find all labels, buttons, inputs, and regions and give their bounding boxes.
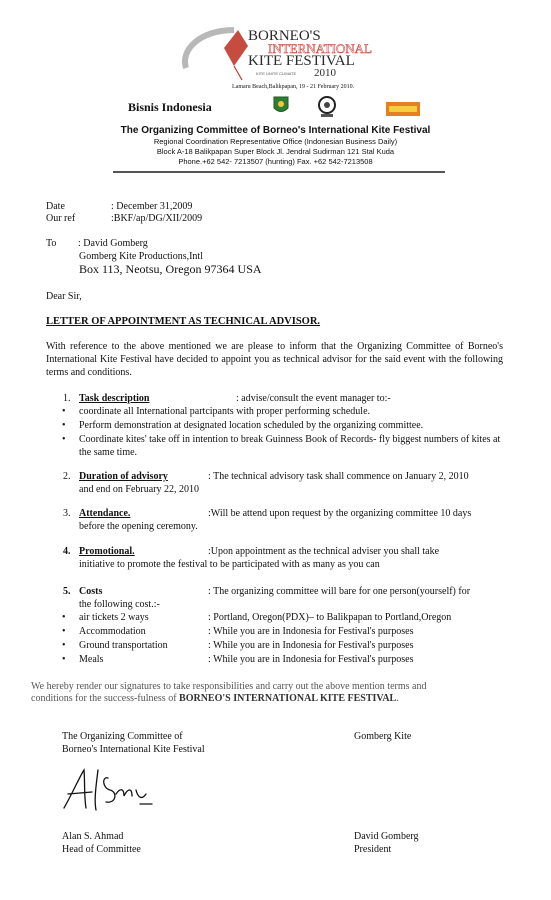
address-line2: Block A-18 Balikpapan Super Block Jl. Jendral Sudirman 121 Stal Kuda	[156, 147, 395, 156]
term3-title: Attendance.	[79, 508, 131, 519]
right-title: President	[354, 844, 392, 855]
cost-item: air tickets 2 ways	[79, 612, 149, 623]
term1-text: : advise/consult the event manager to:-	[236, 393, 391, 404]
term4-text2: initiative to promote the festival to be participated with as many as you can	[79, 559, 380, 570]
closing-line2	[31, 692, 399, 705]
left-org2: Borneo's International Kite Festival	[62, 744, 205, 755]
address-line1: Regional Coordination Representative Office (Indonesian Business Daily)	[153, 137, 398, 146]
to-label: To	[46, 238, 57, 249]
regional-emblem-icon	[273, 96, 289, 116]
term3-number: 3.	[63, 508, 71, 519]
kite-festival-logo	[176, 20, 376, 88]
list-item: • Perform demonstration at designated location scheduled by the organizing committee.	[62, 419, 504, 432]
salutation: Dear Sir,	[46, 291, 82, 302]
term5-text2: the following cost.:-	[79, 599, 160, 610]
logo-line3: KITE FESTIVAL	[248, 53, 355, 69]
cost-detail: : While you are in Indonesia for Festival's purposes	[208, 640, 414, 651]
seal-emblem-icon	[316, 95, 338, 119]
closing-line1: We hereby render our signatures to take responsibilities and carry out the above mention terms and	[31, 681, 427, 692]
list-item: • Coordinate kites' take off in intention to break Guinness Book of Records- fly biggest numbers of kites at the same time.	[62, 433, 504, 459]
event-line: Lamaru Beach,Balikpapan, 19 - 21 February 2010.	[232, 84, 355, 90]
cost-detail: : While you are in Indonesia for Festival's purposes	[208, 626, 414, 637]
closing-period: .	[396, 693, 399, 704]
term2-text1: : The technical advisory task shall commence on January 2, 2010	[208, 471, 469, 482]
cost-list	[62, 611, 512, 667]
term4-title: Promotional.	[79, 546, 135, 557]
table-row	[62, 639, 512, 653]
date-label: Date	[46, 201, 65, 212]
kite-icon	[224, 30, 248, 66]
to-company: Gomberg Kite Productions,Intl	[79, 251, 203, 262]
term2-text2: and end on February 22, 2010	[79, 484, 199, 495]
committee-title: The Organizing Committee of Borneo's International Kite Festival	[120, 125, 431, 136]
term3-text2: before the opening ceremony.	[79, 521, 198, 532]
term4-text1: :Upon appointment as the technical adviser you shall take	[208, 546, 440, 557]
bullet-icon: •	[62, 612, 66, 623]
left-org1: The Organizing Committee of	[62, 731, 183, 742]
letter-title: LETTER OF APPOINTMENT AS TECHNICAL ADVISOR.	[46, 316, 321, 327]
cost-detail: : While you are in Indonesia for Festival's purposes	[208, 654, 414, 665]
logo-line1: BORNEO'S	[248, 28, 321, 44]
term4-number: 4.	[63, 546, 71, 557]
date-value: : December 31,2009	[111, 201, 193, 212]
left-title: Head of Committee	[62, 844, 141, 855]
cost-item: Meals	[79, 654, 104, 665]
list-item: • coordinate all International partcipants with proper performing schedule.	[62, 405, 504, 418]
to-address: Box 113, Neotsu, Oregon 97364 USA	[79, 262, 262, 276]
logo-year: 2010	[314, 67, 336, 79]
bullet-icon: •	[62, 640, 66, 651]
header-rule	[113, 171, 445, 173]
ref-value: :BKF/ap/DG/XII/2009	[111, 213, 203, 224]
term5-number: 5.	[63, 586, 71, 597]
cost-detail: : Portland, Oregon(PDX)– to Balikpapan to Portland,Oregon	[208, 612, 452, 623]
left-name: Alan S. Ahmad	[62, 831, 124, 842]
cost-item: Accommodation	[79, 626, 146, 637]
term2-title: Duration of advisory	[79, 471, 168, 482]
logo-tagline: KITE UNITE CLIMATE	[256, 71, 297, 76]
term3-text1: :Will be attend upon request by the organizing committee 10 days	[208, 508, 472, 519]
festival-name: BORNEO'S INTERNATIONAL KITE FESTIVAL	[179, 693, 397, 704]
intro-paragraph: With reference to the above mentioned we are please to inform that the Organizing Committee of Borneo's International Kite Festival have decided to appoint you as technical advisor for the said event with the following terms and conditions.	[46, 341, 503, 378]
table-row	[62, 611, 512, 625]
bullet-icon: •	[62, 654, 66, 665]
to-name: : David Gomberg	[78, 238, 148, 249]
logo-line2: INTERNATIONAL	[268, 41, 372, 56]
table-row	[62, 625, 512, 639]
closing-text: conditions for the success-fulness of	[31, 693, 177, 704]
term1-bullets	[62, 405, 504, 459]
term1-number: 1.	[63, 393, 71, 404]
term2-number: 2.	[63, 471, 71, 482]
ref-label: Our ref	[46, 213, 76, 224]
bullet-icon: •	[62, 626, 66, 637]
table-row	[62, 653, 512, 667]
signature-icon	[58, 764, 158, 814]
cost-item: Ground transportation	[79, 640, 168, 651]
term5-title: Costs	[79, 586, 103, 597]
term5-text1: : The organizing committee will bare for one person(yourself) for	[208, 586, 471, 597]
term1-title: Task description	[79, 393, 150, 404]
sponsor-badge-icon	[386, 102, 420, 116]
right-org: Gomberg Kite	[354, 731, 412, 742]
address-line3: Phone.+62 542- 7213507 (hunting) Fax. +62 542-7213508	[178, 157, 373, 166]
right-name: David Gomberg	[354, 831, 419, 842]
sponsor-logo-bisnis: Bisnis Indonesia	[128, 100, 212, 114]
